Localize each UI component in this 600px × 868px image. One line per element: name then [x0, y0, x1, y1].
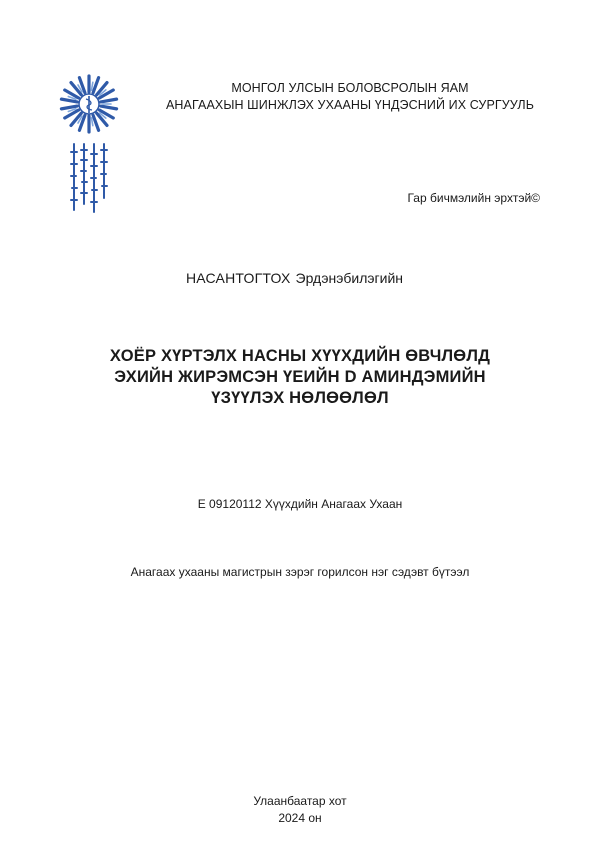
- year: 2024 он: [278, 811, 322, 825]
- place-and-year: [0, 793, 600, 827]
- author-name: [186, 270, 403, 286]
- university-name: АНАГААХЫН ШИНЖЛЭХ УХААНЫ ҮНДЭСНИЙ ИХ СУРГУУЛЬ: [165, 98, 535, 112]
- copyright-notice: Гар бичмэлийн эрхтэй©: [407, 191, 540, 205]
- author-given-name: Эрдэнэбилэгийн: [295, 270, 404, 286]
- specialty-code: E 09120112 Хүүхдийн Анагаах Ухаан: [197, 497, 403, 511]
- thesis-title: [60, 346, 540, 409]
- university-emblem-icon: [58, 72, 120, 222]
- author-surname: НАСАНТОГТОХ: [186, 270, 291, 286]
- thesis-title-line-2: ЭХИЙН ЖИРЭМСЭН ҮЕИЙН D АМИНДЭМИЙН: [114, 368, 486, 386]
- place: Улаанбаатар хот: [253, 794, 347, 808]
- degree-statement: Анагаах ухааны магистрын зэрэг горилсон нэг сэдэвт бүтээл: [130, 565, 470, 579]
- thesis-title-line-1: ХОЁР ХҮРТЭЛХ НАСНЫ ХҮҮХДИЙН ӨВЧЛӨЛД: [109, 347, 491, 365]
- ministry-name: МОНГОЛ УЛСЫН БОЛОВСРОЛЫН ЯАМ: [231, 81, 469, 95]
- institution-header: [130, 80, 570, 114]
- thesis-title-line-3: ҮЗҮҮЛЭХ НӨЛӨӨЛӨЛ: [211, 389, 389, 407]
